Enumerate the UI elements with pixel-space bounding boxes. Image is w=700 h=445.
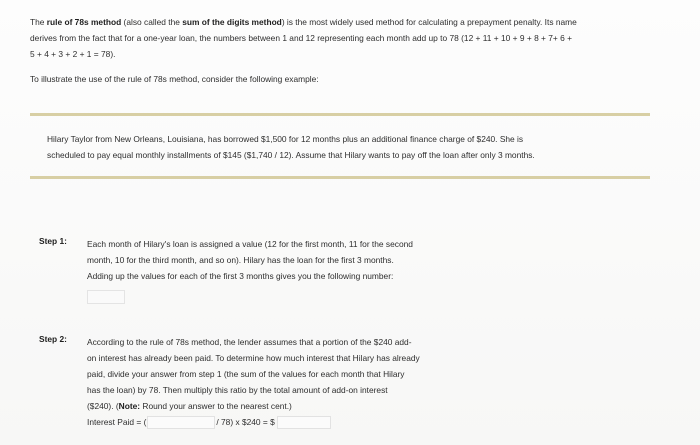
term-rule-of-78s: rule of 78s method <box>46 17 122 27</box>
intro-text: (also called the <box>121 17 183 27</box>
example-box <box>47 131 647 163</box>
step-1-body <box>87 236 647 284</box>
interest-formula <box>87 414 647 430</box>
intro-text: The <box>30 17 47 27</box>
step-1-line-1: Each month of Hilary's loan is assigned a value (12 for the first month, 11 for the second <box>87 239 413 249</box>
step-1-answer-input[interactable] <box>87 290 125 304</box>
illustrate-text: To illustrate the use of the rule of 78s method, consider the following example: <box>30 74 319 84</box>
example-line-1: Hilary Taylor from New Orleans, Louisiana, has borrowed $1,500 for 12 months plus an additional finance charge of $240. She is <box>47 134 524 144</box>
formula-middle: / 78) x $240 = $ <box>216 417 275 427</box>
step-2-line-5 <box>87 398 647 414</box>
intro-line-1 <box>30 14 680 30</box>
step-1-line-2: month, 10 for the third month, and so on). Hilary has the loan for the first 3 months. <box>87 255 394 265</box>
step-2-line-3: paid, divide your answer from step 1 (the sum of the values for each month that Hilary <box>87 369 405 379</box>
note-label: Note: <box>118 401 141 411</box>
interest-paid-input[interactable] <box>277 416 331 429</box>
example-bottom-divider <box>30 176 650 179</box>
example-line-2: scheduled to pay equal monthly installments of $145 ($1,740 / 12). Assume that Hilary wants to pay off the loan after only 3 months. <box>47 150 535 160</box>
step-2-line-4: has the loan) by 78. Then multiply this ratio by the total amount of add-on interest <box>87 385 388 395</box>
step-2-label: Step 2: <box>39 334 67 344</box>
intro-line-2: derives from the fact that for a one-year loan, the numbers between 1 and 12 representing each month add up to 78 (12 + 11 + 10 + 9 + 8 + 7+ 6 + <box>30 33 573 43</box>
intro-paragraph <box>30 14 680 62</box>
term-sum-of-digits: sum of the digits method <box>182 17 282 27</box>
step-2-body <box>87 334 647 430</box>
step-2-text: Round your answer to the nearest cent.) <box>140 401 292 411</box>
intro-line-3: 5 + 4 + 3 + 2 + 1 = 78). <box>30 49 116 59</box>
example-top-divider <box>30 113 650 116</box>
formula-prefix: Interest Paid = ( <box>87 417 147 427</box>
step-2-text: ($240). ( <box>87 401 119 411</box>
step-2-line-1: According to the rule of 78s method, the lender assumes that a portion of the $240 add- <box>87 337 412 347</box>
intro-text: ) is the most widely used method for calculating a prepayment penalty. Its name <box>281 17 577 27</box>
numerator-input[interactable] <box>147 416 215 429</box>
step-1-label: Step 1: <box>39 236 67 246</box>
step-1-line-3: Adding up the values for each of the first 3 months gives you the following number: <box>87 271 394 281</box>
step-2-line-2: on interest has already been paid. To determine how much interest that Hilary has already <box>87 353 420 363</box>
